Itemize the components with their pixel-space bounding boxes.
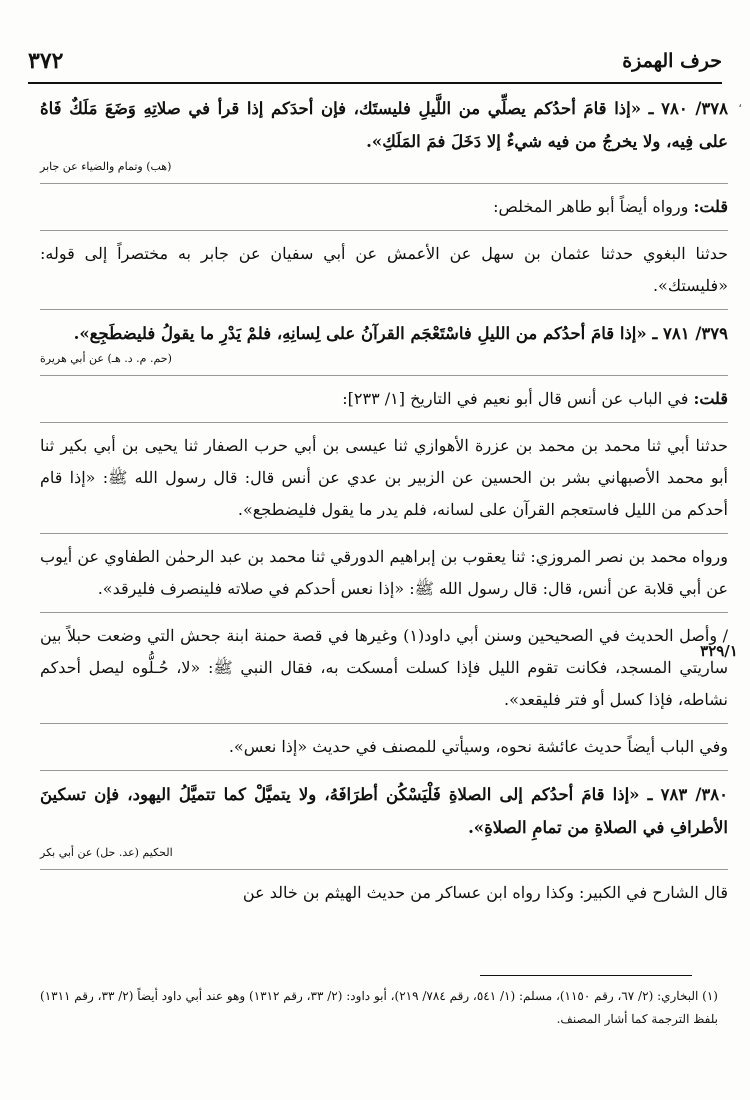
commentary-paragraph <box>40 541 728 605</box>
commentary-paragraph <box>40 620 728 716</box>
commentary-text: / وأصل الحديث في الصحيحين وسنن أبي داود(١) وغيرها في قصة حمنة ابنة جحش التي وضعت حبلاً بين ساريتي المسجد، فكانت تقوم الليل فإذا كسلت أمسكت به، فقال النبي ﷺ: «لا، حُـلُّوه ليصل أحدكم نشاطه، فإذا كسل أو فتر فليقعد». <box>40 626 728 709</box>
edge-mark: ، <box>738 96 742 110</box>
commentary-text: قال الشارح في الكبير: وكذا رواه ابن عساكر من حديث الهيثم بن خالد عن <box>242 883 728 902</box>
paragraph-divider <box>40 723 728 724</box>
commentary-text: وفي الباب أيضاً حديث عائشة نحوه، وسيأتي للمصنف في حديث «إذا نعس». <box>228 737 728 756</box>
paragraph-divider <box>40 612 728 613</box>
hadith-source: (حم. م. د. هـ) عن أبي هريرة <box>40 352 172 365</box>
hadith-source: (هب) وتمام والضياء عن جابر <box>40 160 172 173</box>
footnote-separator <box>480 975 692 976</box>
margin-reference: ٣٢٩/١ <box>700 642 738 660</box>
commentary-text: حدثنا البغوي حدثنا عثمان بن سهل عن الأعمش عن أبي سفيان عن جابر به مختصراً إلى قوله: «فليستك». <box>40 244 728 295</box>
commentary-paragraph <box>40 877 728 909</box>
qult-label: قلت: <box>693 197 728 216</box>
commentary-paragraph <box>40 731 728 763</box>
paragraph-divider <box>40 230 728 231</box>
paragraph-divider <box>40 183 728 184</box>
paragraph-divider <box>40 309 728 310</box>
page-header <box>28 40 722 84</box>
hadith-text: ٣٨٠/ ٧٨٣ ـ «إذا قامَ أحدُكم إلى الصلاةِ فَلْيَسْكُن أطرَافَهُ، ولا يتميَّلْ كما تتميَّلُ اليهود، فإن تسكينَ الأطرافِ في الصلاةِ من تمامِ الصلاةِ». <box>40 785 728 837</box>
hadith-text: ٣٧٩/ ٧٨١ ـ «إذا قامَ أحدُكم من الليلِ فاسْتَعْجَم القرآنُ على لِسانِهِ، فلمْ يَدْرِ ما يقولُ فليضطَجِع». <box>73 324 728 343</box>
page-body <box>40 92 728 909</box>
commentary-text: ورواه أيضاً أبو طاهر المخلص: <box>493 197 694 216</box>
footnote: (١) البخاري: (٢/ ٦٧، رقم ١١٥٠)، مسلم: (١/ ٥٤١، رقم ٧٨٤/ ٢١٩)، أبو داود: (٢/ ٣٣، رقم ١٣١٢) وهو عند أبي داود أيضاً (٢/ ٣٣، رقم ١٣١١) بلفظ الترجمة كما أشار المصنف. <box>40 989 718 1026</box>
paragraph-divider <box>40 533 728 534</box>
footnotes <box>40 985 718 1031</box>
commentary-text: في الباب عن أنس قال أبو نعيم في التاريخ [١/ ٢٣٣]: <box>342 389 694 408</box>
commentary-paragraph <box>40 238 728 302</box>
paragraph-divider <box>40 422 728 423</box>
commentary-text: ورواه محمد بن نصر المروزي: ثنا يعقوب بن إبراهيم الدورقي ثنا محمد بن عبد الرحمٰن الطفاوي عن أيوب عن أبي قلابة عن أنس، قال: قال رسول الله ﷺ: «إذا نعس أحدكم في صلاته فلينصرف فليرقد». <box>40 547 728 598</box>
commentary-paragraph <box>40 430 728 526</box>
paragraph-divider <box>40 869 728 870</box>
commentary-paragraph <box>40 383 728 415</box>
qult-label: قلت: <box>693 389 728 408</box>
page-number: ٣٧٢ <box>28 48 64 74</box>
paragraph-divider <box>40 770 728 771</box>
commentary-paragraph <box>40 191 728 223</box>
hadith-text: ٣٧٨/ ٧٨٠ ـ «إذا قامَ أحدُكم يصلِّي من اللَّيلِ فليستَك، فإن أحدَكم إذا قرأ في صلاتِهِ وَضَعَ مَلَكٌ فَاهُ على فِيه، ولا يخرجُ من فيه شيءٌ إلا دَخَلَ فمَ المَلَكِ». <box>40 99 728 151</box>
paragraph-divider <box>40 375 728 376</box>
chapter-title: حرف الهمزة <box>622 50 722 72</box>
hadith-source: الحكيم (عد. حل) عن أبي بكر <box>40 846 173 859</box>
commentary-text: حدثنا أبي ثنا محمد بن محمد بن عزرة الأهوازي ثنا عيسى بن أبي حرب الصفار ثنا يحيى بن أبي بكير ثنا أبو محمد الأصبهاني بشر بن الحسين عن الزبير بن عدي عن أنس قال: قال رسول الله ﷺ: «إذا قام أحدكم من الليل فاستعجم القرآن على لسانه، فلم يدر ما يقول فليضطجع». <box>40 436 728 519</box>
